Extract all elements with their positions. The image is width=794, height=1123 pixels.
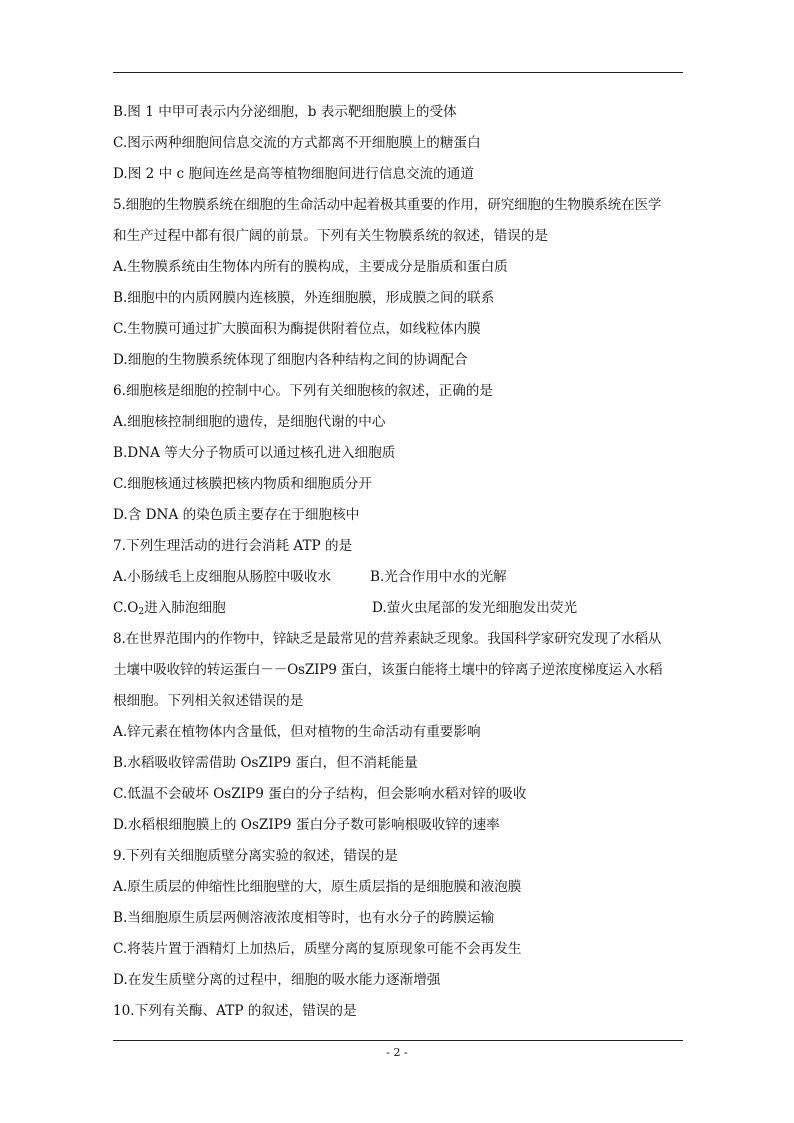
- header-rule: [113, 72, 683, 73]
- q4-option-c: C.图示两种细胞间信息交流的方式都离不开细胞膜上的糖蛋白: [113, 135, 481, 151]
- q6-stem: 6.细胞核是细胞的控制中心。下列有关细胞核的叙述，正确的是: [113, 383, 493, 399]
- q5-option-b: B.细胞中的内质网膜内连核膜，外连细胞膜，形成膜之间的联系: [113, 290, 495, 306]
- q5-option-d: D.细胞的生物膜系统体现了细胞内各种结构之间的协调配合: [113, 352, 468, 368]
- q9-option-d: D.在发生质壁分离的过程中，细胞的吸水能力逐渐增强: [113, 972, 441, 988]
- q9-option-b: B.当细胞原生质层两侧溶液浓度相等时，也有水分子的跨膜运输: [113, 910, 495, 926]
- q5-option-a: A.生物膜系统由生物体内所有的膜构成，主要成分是脂质和蛋白质: [113, 259, 508, 275]
- q6-option-d: D.含 DNA 的染色质主要存在于细胞核中: [113, 507, 360, 523]
- q8-stem-line-1: 8.在世界范围内的作物中，锌缺乏是最常见的营养素缺乏现象。我国科学家研究发现了水稻从: [113, 631, 662, 647]
- q8-option-b: B.水稻吸收锌需借助 OsZIP9 蛋白，但不消耗能量: [113, 755, 418, 771]
- page-number: - 2 -: [386, 1046, 408, 1059]
- q6-option-b: B.DNA 等大分子物质可以通过核孔进入细胞质: [113, 445, 396, 461]
- q8-option-a: A.锌元素在植物体内含量低，但对植物的生命活动有重要影响: [113, 724, 481, 740]
- q7-option-c-subscript: 2: [138, 607, 145, 617]
- q7-option-a: A.小肠绒毛上皮细胞从肠腔中吸收水: [113, 569, 332, 585]
- q7-option-b: B.光合作用中水的光解: [370, 569, 507, 585]
- q4-option-b: B.图 1 中甲可表示内分泌细胞，b 表示靶细胞膜上的受体: [113, 104, 457, 120]
- q7-option-c: [113, 600, 226, 616]
- q6-option-c: C.细胞核通过核膜把核内物质和细胞质分开: [113, 476, 372, 492]
- q8-option-d: D.水稻根细胞膜上的 OsZIP9 蛋白分子数可影响根吸收锌的速率: [113, 817, 500, 833]
- q9-stem: 9.下列有关细胞质壁分离实验的叙述，错误的是: [113, 848, 398, 864]
- q10-stem: 10.下列有关酶、ATP 的叙述，错误的是: [113, 1003, 357, 1019]
- q5-stem-line-1: 5.细胞的生物膜系统在细胞的生命活动中起着极其重要的作用，研究细胞的生物膜系统在医学: [113, 197, 662, 213]
- document-body: [113, 97, 683, 1027]
- q7-option-d: D.萤火虫尾部的发光细胞发出荧光: [372, 600, 578, 616]
- q5-option-c: C.生物膜可通过扩大膜面积为酶提供附着位点，如线粒体内膜: [113, 321, 481, 337]
- q8-option-c: C.低温不会破坏 OsZIP9 蛋白的分子结构，但会影响水稻对锌的吸收: [113, 786, 527, 802]
- q7-option-c-prefix: C.O: [113, 600, 139, 616]
- q7-options-row-2: [113, 593, 683, 624]
- q5-stem-line-2: 和生产过程中都有很广阔的前景。下列有关生物膜系统的叙述，错误的是: [113, 228, 548, 244]
- footer-rule: [113, 1040, 683, 1041]
- q8-stem-line-2: 土壤中吸收锌的转运蛋白－－OsZIP9 蛋白，该蛋白能将土壤中的锌离子逆浓度梯度运入水稻: [113, 662, 663, 678]
- q7-options-row-1: [113, 562, 683, 593]
- q6-option-a: A.细胞核控制细胞的遗传，是细胞代谢的中心: [113, 414, 386, 430]
- q4-option-d: D.图 2 中 c 胞间连丝是高等植物细胞间进行信息交流的通道: [113, 166, 474, 182]
- q9-option-c: C.将装片置于酒精灯上加热后，质壁分离的复原现象可能不会再发生: [113, 941, 522, 957]
- q9-option-a: A.原生质层的伸缩性比细胞壁的大，原生质层指的是细胞膜和液泡膜: [113, 879, 522, 895]
- q7-stem: 7.下列生理活动的进行会消耗 ATP 的是: [113, 538, 353, 554]
- q8-stem-line-3: 根细胞。下列相关叙述错误的是: [113, 693, 304, 709]
- q7-option-c-suffix: 进入肺泡细胞: [144, 600, 226, 616]
